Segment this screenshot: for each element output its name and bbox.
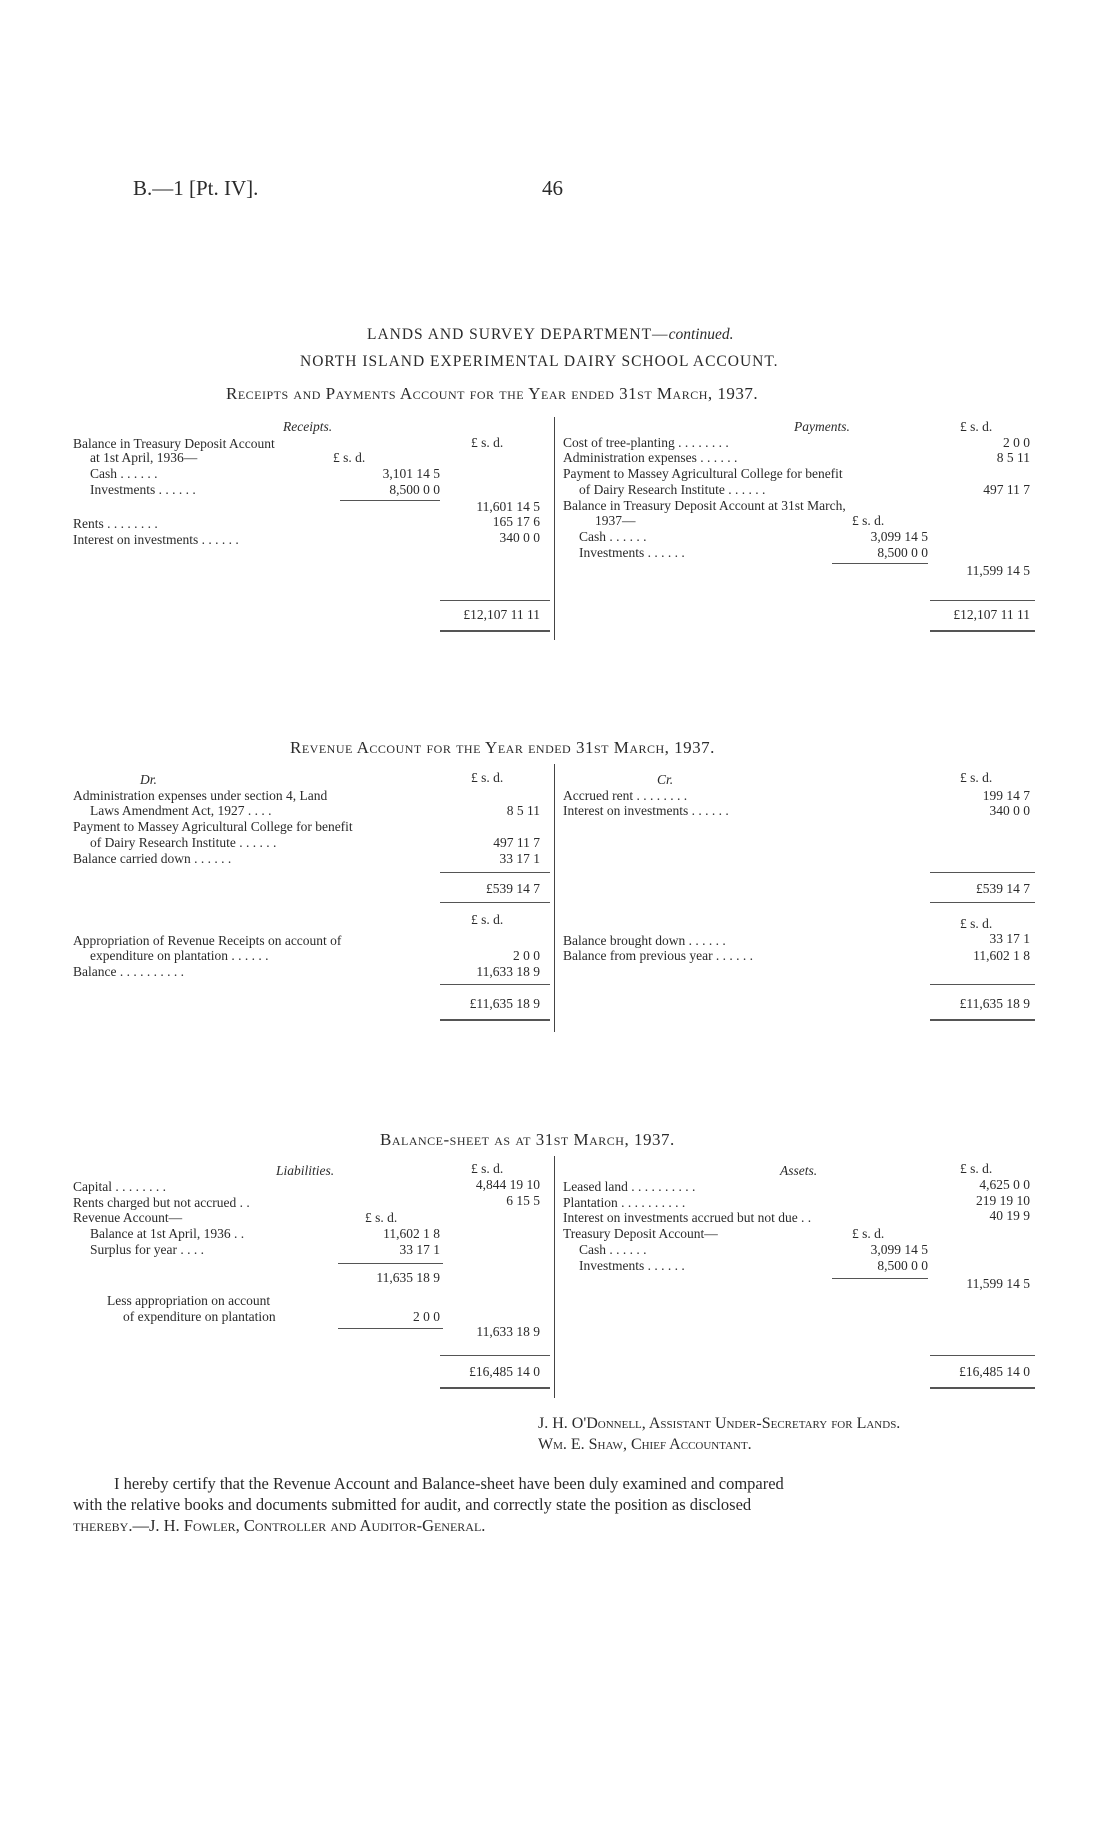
lsd-header: £ s. d. bbox=[471, 912, 504, 927]
amount: 199 14 7 bbox=[982, 788, 1030, 803]
amount: 11,599 14 5 bbox=[966, 1276, 1030, 1291]
payment-line: Administration expenses . . . . . . bbox=[563, 450, 738, 465]
sub-amount: 3,099 14 5 bbox=[870, 1242, 928, 1257]
receipt-line: Cash . . . . . . bbox=[90, 466, 158, 481]
certificate-line: I hereby certify that the Revenue Account and Balance-sheet have been duly examined and compared bbox=[114, 1474, 784, 1493]
revenue-line: Administration expenses under section 4, Land bbox=[73, 788, 328, 803]
amount: 219 19 10 bbox=[976, 1193, 1030, 1208]
amount: 340 0 0 bbox=[989, 803, 1030, 818]
column-divider bbox=[554, 417, 555, 640]
liability-line: Rents charged but not accrued . . bbox=[73, 1195, 250, 1210]
revenue-line: expenditure on plantation . . . . . . bbox=[90, 948, 269, 963]
lsd-header: £ s. d. bbox=[471, 770, 504, 785]
lsd-header: £ s. d. bbox=[960, 419, 993, 434]
certificate-line: with the relative books and documents submitted for audit, and correctly state the position as disclosed bbox=[73, 1495, 752, 1514]
subtotal-rule bbox=[832, 1278, 928, 1279]
asset-line: Investments . . . . . . bbox=[579, 1258, 685, 1273]
lsd-header: £ s. d. bbox=[471, 1161, 504, 1176]
asset-line: Interest on investments accrued but not due . . bbox=[563, 1210, 812, 1225]
double-rule bbox=[930, 1387, 1035, 1389]
column-divider bbox=[554, 764, 555, 1032]
amount: 33 17 1 bbox=[989, 931, 1030, 946]
double-rule bbox=[930, 1019, 1035, 1021]
liability-line: of expenditure on plantation bbox=[123, 1309, 276, 1324]
liabilities-total: £16,485 14 0 bbox=[469, 1364, 540, 1379]
liability-line: Surplus for year . . . . bbox=[90, 1242, 204, 1257]
department-title: LANDS AND SURVEY DEPARTMENT—continued. bbox=[367, 326, 734, 343]
sub-amount: 2 0 0 bbox=[413, 1309, 440, 1324]
revenue-account-title: Revenue Account for the Year ended 31st March, 1937. bbox=[290, 738, 715, 757]
credit-total: £11,635 18 9 bbox=[959, 996, 1030, 1011]
amount: 2 0 0 bbox=[513, 948, 540, 963]
revenue-line: Balance . . . . . . . . . . bbox=[73, 964, 184, 979]
payments-heading: Payments. bbox=[794, 419, 850, 434]
amount: 6 15 5 bbox=[506, 1193, 540, 1208]
amount: 40 19 9 bbox=[989, 1208, 1030, 1223]
asset-line: Plantation . . . . . . . . . . bbox=[563, 1195, 686, 1210]
payments-total: £12,107 11 11 bbox=[953, 607, 1030, 622]
lsd-subheader: £ s. d. bbox=[365, 1210, 398, 1225]
signature-line: Wm. E. Shaw, Chief Accountant. bbox=[538, 1436, 752, 1453]
revenue-line: Laws Amendment Act, 1927 . . . . bbox=[90, 803, 272, 818]
sub-amount: 8,500 0 0 bbox=[389, 482, 440, 497]
total-rule bbox=[440, 600, 550, 601]
sub-amount: 3,101 14 5 bbox=[382, 466, 440, 481]
payment-line: Cost of tree-planting . . . . . . . . bbox=[563, 435, 729, 450]
liability-line: Balance at 1st April, 1936 . . bbox=[90, 1226, 245, 1241]
amount: 497 11 7 bbox=[493, 835, 540, 850]
payment-line: 1937— bbox=[595, 513, 636, 528]
amount: 11,601 14 5 bbox=[476, 499, 540, 514]
amount: 165 17 6 bbox=[492, 514, 540, 529]
receipt-line: Rents . . . . . . . . bbox=[73, 516, 158, 531]
payment-line: Investments . . . . . . bbox=[579, 545, 685, 560]
debit-heading: Dr. bbox=[140, 772, 157, 787]
payment-line: Balance in Treasury Deposit Account at 31st March, bbox=[563, 498, 846, 513]
lsd-header: £ s. d. bbox=[960, 770, 993, 785]
column-divider bbox=[554, 1156, 555, 1398]
amount: 4,625 0 0 bbox=[979, 1177, 1030, 1192]
amount: 8 5 11 bbox=[996, 450, 1030, 465]
debit-total: £539 14 7 bbox=[486, 881, 540, 896]
total-rule bbox=[440, 1355, 550, 1356]
amount: 11,633 18 9 bbox=[476, 1324, 540, 1339]
sub-amount: 8,500 0 0 bbox=[877, 1258, 928, 1273]
receipts-heading: Receipts. bbox=[283, 419, 333, 434]
subtotal-rule bbox=[338, 1263, 443, 1264]
payment-line: of Dairy Research Institute . . . . . . bbox=[579, 482, 766, 497]
double-rule bbox=[930, 630, 1035, 632]
subtotal-rule bbox=[832, 563, 928, 564]
subtotal-rule bbox=[340, 500, 440, 501]
sub-amount: 11,635 18 9 bbox=[376, 1270, 440, 1285]
amount: 11,602 1 8 bbox=[973, 948, 1030, 963]
lsd-header: £ s. d. bbox=[471, 435, 504, 450]
assets-heading: Assets. bbox=[780, 1163, 818, 1178]
revenue-line: Appropriation of Revenue Receipts on account of bbox=[73, 933, 342, 948]
signature-line: J. H. O'Donnell, Assistant Under-Secretary for Lands. bbox=[538, 1415, 901, 1432]
revenue-line: Balance from previous year . . . . . . bbox=[563, 948, 754, 963]
certificate-line: thereby.—J. H. Fowler, Controller and Auditor-General. bbox=[73, 1516, 486, 1535]
amount: 4,844 19 10 bbox=[475, 1177, 540, 1192]
amount: 497 11 7 bbox=[983, 482, 1030, 497]
report-reference: B.—1 [Pt. IV]. bbox=[133, 176, 259, 200]
total-rule bbox=[930, 902, 1035, 903]
revenue-line: Interest on investments . . . . . . bbox=[563, 803, 729, 818]
lsd-header: £ s. d. bbox=[960, 1161, 993, 1176]
asset-line: Cash . . . . . . bbox=[579, 1242, 647, 1257]
account-title: NORTH ISLAND EXPERIMENTAL DAIRY SCHOOL ACCOUNT. bbox=[300, 353, 779, 370]
total-rule bbox=[440, 872, 550, 873]
receipt-line: Interest on investments . . . . . . bbox=[73, 532, 239, 547]
liability-line: Capital . . . . . . . . bbox=[73, 1179, 166, 1194]
assets-total: £16,485 14 0 bbox=[959, 1364, 1030, 1379]
sub-amount: 8,500 0 0 bbox=[877, 545, 928, 560]
amount: 11,633 18 9 bbox=[476, 964, 540, 979]
receipt-line: Investments . . . . . . bbox=[90, 482, 196, 497]
balance-sheet-title: Balance-sheet as at 31st March, 1937. bbox=[380, 1130, 675, 1149]
double-rule bbox=[440, 1387, 550, 1389]
asset-line: Leased land . . . . . . . . . . bbox=[563, 1179, 696, 1194]
receipts-payments-title: Receipts and Payments Account for the Year ended 31st March, 1937. bbox=[226, 384, 759, 403]
total-rule bbox=[440, 902, 550, 903]
double-rule bbox=[440, 1019, 550, 1021]
sub-amount: 11,602 1 8 bbox=[383, 1226, 440, 1241]
receipt-line: Balance in Treasury Deposit Account bbox=[73, 436, 275, 451]
lsd-header: £ s. d. bbox=[960, 916, 993, 931]
revenue-line: Accrued rent . . . . . . . . bbox=[563, 788, 688, 803]
lsd-subheader: £ s. d. bbox=[333, 450, 366, 465]
lsd-subheader: £ s. d. bbox=[852, 513, 885, 528]
total-rule bbox=[930, 984, 1035, 985]
amount: 33 17 1 bbox=[499, 851, 540, 866]
revenue-line: of Dairy Research Institute . . . . . . bbox=[90, 835, 277, 850]
amount: 8 5 11 bbox=[506, 803, 540, 818]
revenue-line: Balance carried down . . . . . . bbox=[73, 851, 232, 866]
amount: 2 0 0 bbox=[1003, 435, 1030, 450]
liabilities-heading: Liabilities. bbox=[276, 1163, 335, 1178]
revenue-line: Balance brought down . . . . . . bbox=[563, 933, 726, 948]
amount: 11,599 14 5 bbox=[966, 563, 1030, 578]
liability-line: Revenue Account— bbox=[73, 1210, 183, 1225]
debit-total: £11,635 18 9 bbox=[469, 996, 540, 1011]
credit-heading: Cr. bbox=[657, 772, 674, 787]
receipt-line: at 1st April, 1936— bbox=[90, 450, 198, 465]
liability-line: Less appropriation on account bbox=[107, 1293, 271, 1308]
total-rule bbox=[930, 1355, 1035, 1356]
total-rule bbox=[930, 872, 1035, 873]
total-rule bbox=[930, 600, 1035, 601]
sub-amount: 33 17 1 bbox=[399, 1242, 440, 1257]
payment-line: Payment to Massey Agricultural College for benefit bbox=[563, 466, 843, 481]
double-rule bbox=[440, 630, 550, 632]
lsd-subheader: £ s. d. bbox=[852, 1226, 885, 1241]
receipts-total: £12,107 11 11 bbox=[463, 607, 540, 622]
total-rule bbox=[440, 984, 550, 985]
payment-line: Cash . . . . . . bbox=[579, 529, 647, 544]
subtotal-rule bbox=[338, 1328, 443, 1329]
revenue-line: Payment to Massey Agricultural College for benefit bbox=[73, 819, 353, 834]
credit-total: £539 14 7 bbox=[976, 881, 1030, 896]
page-number: 46 bbox=[542, 176, 563, 200]
sub-amount: 3,099 14 5 bbox=[870, 529, 928, 544]
asset-line: Treasury Deposit Account— bbox=[563, 1226, 718, 1241]
amount: 340 0 0 bbox=[499, 530, 540, 545]
